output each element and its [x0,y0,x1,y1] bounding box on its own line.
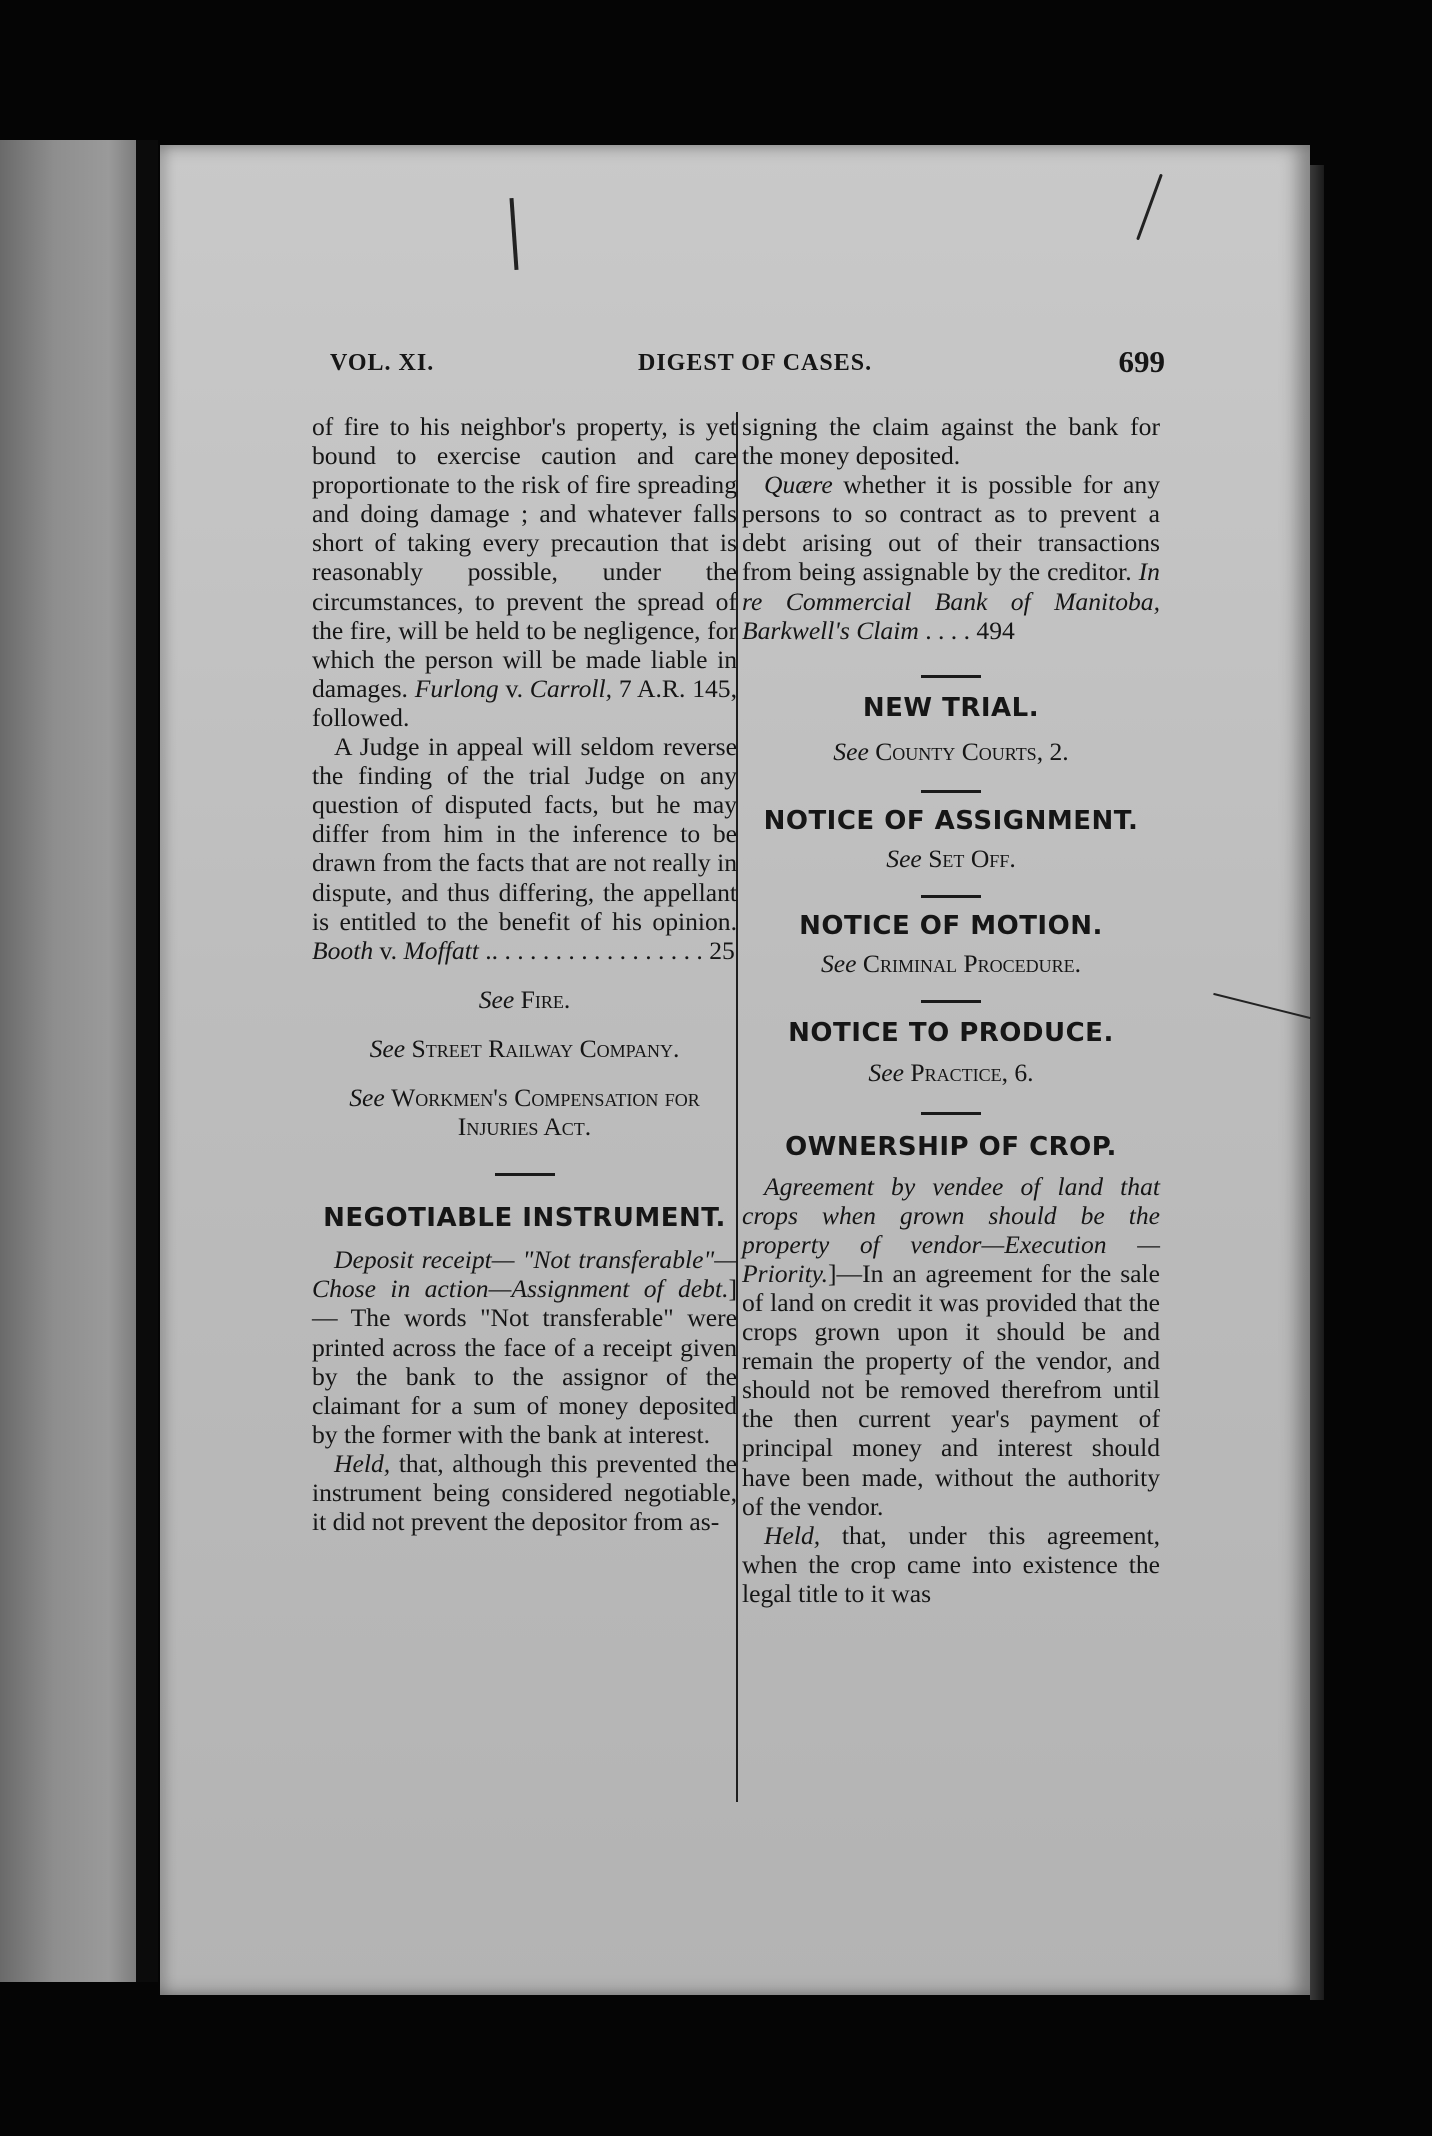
book-gutter [136,140,158,1982]
versus: v. [373,935,404,965]
left-paragraph-2 [312,732,737,965]
running-header [330,344,1165,390]
cross-reference [742,737,1160,766]
case-name: In re Commercial Bank of Manitoba, Barkwell's Claim [742,557,1160,645]
left-column [312,412,737,1536]
page-shadow-edge [1310,165,1324,2000]
cross-reference [742,949,1160,978]
see-target: Fire. [520,984,571,1014]
right-paragraph-4 [742,1521,1160,1608]
paragraph-text: A Judge in appeal will seldom reverse the finding of the trial Judge on any question of disputed facts, but he may differ from him in the inference to be drawn from the facts that are not really in dispute, and thus differing, the appellant is entitled to the benefit of his opinion. [312,732,737,936]
see-word: See [886,844,922,874]
right-paragraph-1: signing the claim against the bank for the money deposited. [742,412,1160,471]
citation: 7 A.R. 145, followed. [312,673,737,732]
running-title: DIGEST OF CASES. [638,350,873,376]
right-column [742,412,1160,1608]
see-target: Criminal Procedure. [862,949,1082,979]
left-paragraph-3 [312,1245,737,1449]
paragraph-text: of fire to his neighbor's property, is yet bound to exercise caution and care proportionate to the risk of fire spreading and doing damage ; and whatever falls short of taking every precaution that is reasonably possible, under the circumstances, to prevent the spread of the fire, will be held to be negligence, for which the person will be made liable in damages. [312,412,737,703]
see-word: See [868,1058,904,1088]
page-reference: .. . . . . . . . . . . . . . . . . 25 [478,935,735,965]
right-paragraph-3 [742,1172,1160,1521]
paragraph-text: that, although this prevented the instrument being considered negotiable, it did not prevent the depositor from as- [312,1448,737,1537]
paragraph-text: ]—In an agreement for the sale of land on credit it was provided that the crops grown upon it should be and remain the property of the vendor, and should not be removed therefrom until the then current year's payment of principal money and interest should have been made, without the authority of the vendor. [742,1258,1160,1521]
section-heading: NOTICE TO PRODUCE. [788,1018,1114,1049]
see-word: See [369,1033,406,1063]
paragraph-text: that, under this agreement, when the crop came into existence the legal title to it was [742,1520,1160,1608]
volume-label: VOL. XI. [330,350,435,376]
see-word: See [833,736,869,766]
case-name: Carroll, [529,673,613,703]
section-heading: NOTICE OF MOTION. [799,911,1103,942]
see-target: County Courts, 2. [875,736,1069,766]
cross-reference [312,985,737,1014]
headnote-italic: Agreement by vendee of land that crops when grown should be the property of vendor—Execution —Priority. [742,1171,1160,1288]
page-reference: . . . . 494 [918,615,1015,645]
left-paragraph-1 [312,412,737,732]
case-name: Furlong [414,673,499,703]
left-paragraph-4 [312,1449,737,1536]
case-name: Moffatt [403,935,479,965]
paragraph-text: ] — The words "Not transferable" were printed across the face of a receipt given by the bank to the assignor of the claimant for a sum of money deposited by the former with the bank at interest. [312,1274,737,1449]
cross-reference [742,844,1160,873]
versus: v. [498,673,530,703]
cross-reference [312,1034,737,1063]
facing-page-edge [0,140,136,1982]
held-word: Held, [334,1448,391,1478]
see-target: Workmen's Compensation for Injuries Act. [391,1082,700,1142]
see-word: See [820,949,857,979]
see-target: Set Off. [928,844,1016,874]
page-number: 699 [1118,344,1165,379]
held-word: Held, [764,1520,821,1550]
see-target: Practice, 6. [910,1058,1034,1088]
right-paragraph-2 [742,470,1160,645]
cross-reference [312,1083,737,1141]
see-word: See [349,1082,385,1112]
see-word: See [478,984,515,1014]
see-target: Street Railway Company. [411,1033,680,1063]
quaere-word: Quære [764,470,833,500]
paragraph-text: whether it is possible for any persons to so contract as to prevent a debt arising out of their transactions from being assignable by the creditor. [742,470,1160,587]
headnote-italic: Deposit receipt— "Not transferable"—Chose in action—Assignment of debt. [312,1245,737,1304]
cross-reference [742,1058,1160,1087]
section-heading: NEW TRIAL. [862,692,1040,723]
case-name: Booth [312,935,374,965]
section-heading: NEGOTIABLE INSTRUMENT. [323,1203,726,1234]
section-heading: NOTICE OF ASSIGNMENT. [763,805,1139,836]
section-heading: OWNERSHIP OF CROP. [785,1131,1117,1162]
